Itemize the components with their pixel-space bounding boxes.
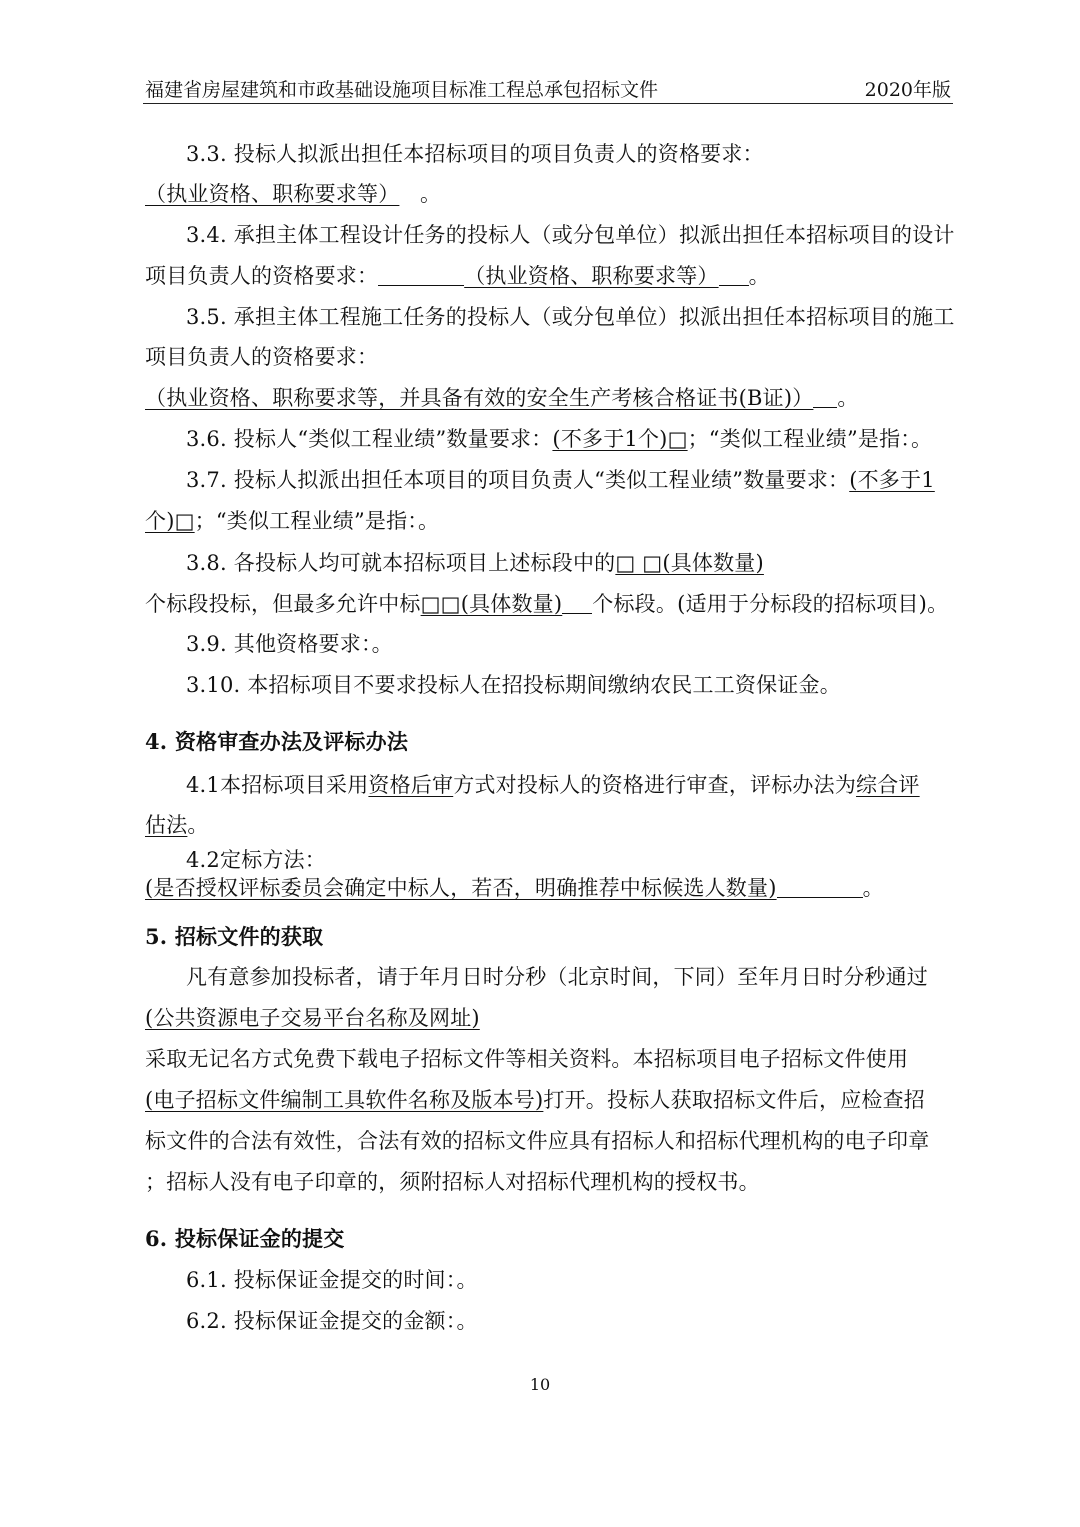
page-number: 10 <box>529 1375 551 1394</box>
para-3-5-line3: （执业资格、职称要求等，并具备有效的安全生产考核合格证书(B证)） 。 <box>145 386 859 410</box>
para-5-line4: (电子招标文件编制工具软件名称及版本号)打开。投标人获取招标文件后，应检查招 <box>145 1088 925 1112</box>
para-3-5-line1: 3.5. 承担主体工程施工任务的投标人（或分包单位）拟派出担任本招标项目的施工 <box>186 305 955 329</box>
fill-in-blank: (电子招标文件编制工具软件名称及版本号) <box>145 1088 544 1112</box>
para-4-2-line2: (是否授权评标委员会确定中标人，若否，明确推荐中标候选人数量) 。 <box>145 876 884 900</box>
para-3-5-line2: 项目负责人的资格要求： <box>145 345 379 369</box>
fill-in-blank: 估法 <box>145 813 188 837</box>
para-3-8-line2: 个标段投标，但最多允许中标□□(具体数量) 个标段。(适用于分标段的招标项目)。 <box>145 592 949 616</box>
para-3-10: 3.10. 本招标项目不要求投标人在招投标期间缴纳农民工工资保证金。 <box>186 673 841 697</box>
para-5-line2 <box>145 1003 480 1033</box>
page-header <box>143 76 953 104</box>
fill-in-blank: （执业资格、职称要求等） <box>464 264 719 288</box>
fill-in-blank: 个)□ <box>145 509 195 533</box>
para-3-3-line1: 3.3. 投标人拟派出担任本招标项目的项目负责人的资格要求： <box>186 142 764 166</box>
para-3-4-line1: 3.4. 承担主体工程设计任务的投标人（或分包单位）拟派出担任本招标项目的设计 <box>186 223 955 247</box>
section-6-heading: 6. 投标保证金的提交 <box>145 1226 345 1251</box>
fill-in-blank: 综合评 <box>856 773 920 797</box>
blank-line <box>719 263 749 286</box>
para-6-1: 6.1. 投标保证金提交的时间：。 <box>186 1268 478 1292</box>
section-4-heading: 4. 资格审查办法及评标办法 <box>145 729 409 754</box>
header-title: 福建省房屋建筑和市政基础设施项目标准工程总承包招标文件 <box>145 79 659 101</box>
blank-line <box>562 591 592 614</box>
para-5-line3: 采取无记名方式免费下载电子招标文件等相关资料。本招标项目电子招标文件使用 <box>145 1047 909 1071</box>
fill-in-blank: 资格后审 <box>368 773 454 797</box>
section-5-heading: 5. 招标文件的获取 <box>145 924 324 949</box>
para-4-2-line1: 4.2定标方法： <box>186 848 326 872</box>
para-5-line6: ；招标人没有电子印章的，须附招标人对招标代理机构的授权书。 <box>145 1170 760 1194</box>
para-5-line1: 凡有意参加投标者，请于年月日时分秒（北京时间，下同）至年月日时分秒通过 <box>186 965 928 989</box>
para-4-1-line1: 4.1本招标项目采用资格后审方式对投标人的资格进行审查，评标办法为综合评 <box>186 773 920 797</box>
blank-line <box>813 385 837 408</box>
fill-in-blank: (不多于1 <box>849 468 935 492</box>
fill-in-blank: (是否授权评标委员会确定中标人，若否，明确推荐中标候选人数量) <box>145 876 777 900</box>
para-4-1-line2: 估法。 <box>145 813 209 837</box>
para-3-7-line1: 3.7. 投标人拟派出担任本项目的项目负责人“类似工程业绩”数量要求：(不多于1 <box>186 468 935 492</box>
fill-in-blank: (不多于1个)□ <box>552 427 688 451</box>
fill-in-blank: （执业资格、职称要求等） <box>145 182 400 206</box>
para-3-6: 3.6. 投标人“类似工程业绩”数量要求：(不多于1个)□；“类似工程业绩”是指：。 <box>186 427 933 451</box>
header-rule <box>143 103 953 104</box>
para-3-9: 3.9. 其他资格要求：。 <box>186 632 393 656</box>
para-5-line5: 标文件的合法有效性，合法有效的招标文件应具有招标人和招标代理机构的电子印章 <box>145 1129 930 1153</box>
para-6-2: 6.2. 投标保证金提交的金额：。 <box>186 1309 478 1333</box>
para-3-8-line1: 3.8. 各投标人均可就本招标项目上述标段中的□ □(具体数量) <box>186 551 764 575</box>
para-3-7-line2: 个)□；“类似工程业绩”是指：。 <box>145 509 440 533</box>
fill-in-blank: (公共资源电子交易平台名称及网址) <box>145 1006 480 1030</box>
fill-in-blank: □ □(具体数量) <box>615 551 764 575</box>
blank-line <box>378 263 464 286</box>
fill-in-blank: （执业资格、职称要求等，并具备有效的安全生产考核合格证书(B证)） <box>145 386 814 410</box>
para-3-4-line2: 项目负责人的资格要求： （执业资格、职称要求等） 。 <box>145 264 770 288</box>
blank-line <box>777 875 863 898</box>
header-edition: 2020年版 <box>864 79 951 101</box>
fill-in-blank: □□(具体数量) <box>420 592 563 616</box>
para-3-3-line2: （执业资格、职称要求等） 。 <box>145 182 442 206</box>
